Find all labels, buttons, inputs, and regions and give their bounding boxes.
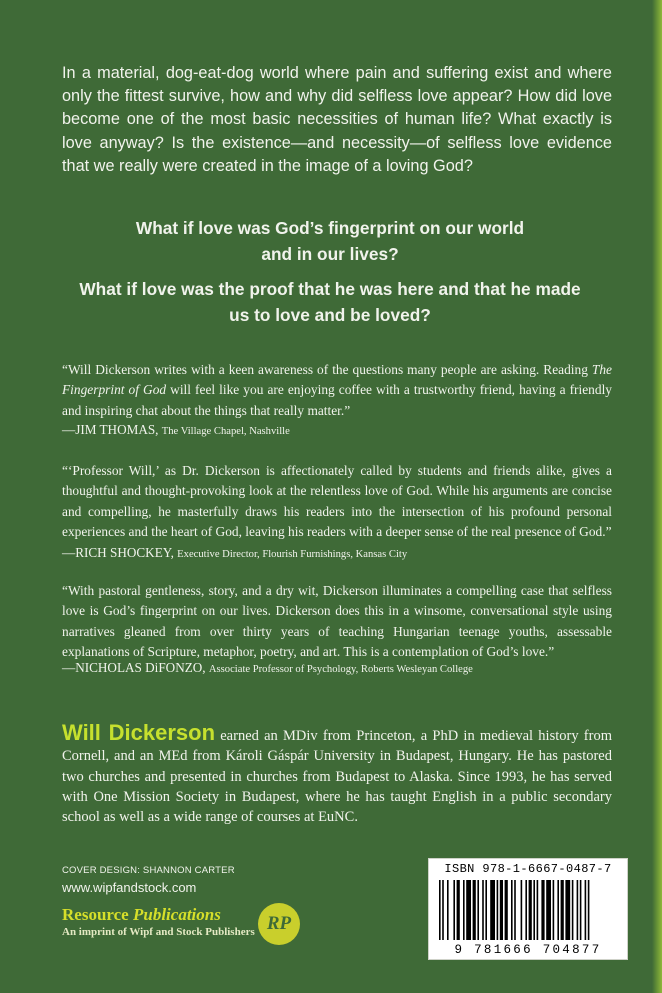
endorsement-quote-1: [62, 360, 612, 421]
publisher-block: [62, 905, 255, 938]
question-two-line-2: us to love and be loved?: [229, 305, 431, 325]
publisher-logo: RP: [258, 903, 300, 945]
endorser-3-affiliation: Associate Professor of Psychology, Roberts Wesleyan College: [208, 664, 473, 675]
question-two: [40, 276, 620, 328]
question-one: [40, 215, 620, 267]
publisher-name-part-2: Publications: [132, 905, 221, 924]
question-one-line-2: and in our lives?: [261, 244, 399, 264]
publisher-name: [62, 905, 255, 925]
endorsement-2-attribution: [62, 545, 622, 561]
barcode-icon: [437, 880, 619, 942]
publisher-imprint-line: An imprint of Wipf and Stock Publishers: [62, 926, 255, 938]
endorsement-1-book-title: The Fingerprint of God: [62, 362, 612, 398]
publisher-url: www.wipfandstock.com: [62, 880, 197, 895]
author-name: Will Dickerson: [62, 720, 216, 745]
barcode-box: [428, 858, 628, 960]
isbn-label: ISBN 978-1-6667-0487-7: [444, 862, 612, 876]
question-one-line-1: What if love was God’s fingerprint on our world: [135, 218, 525, 238]
endorser-1-affiliation: The Village Chapel, Nashville: [161, 426, 290, 437]
endorsement-quote-3: “With pastoral gentleness, story, and a dry wit, Dickerson illuminates a compelling case that selfless love is God’s fingerprint on our lives. Dickerson does this in a winsome, conversational style using narratives gleaned from over thirty years of teaching Hungarian teenage youths, assessable explanations of Scripture, metaphor, poetry, and art. This is a contemplation of God’s love.”: [62, 583, 612, 660]
cover-design-credit: COVER DESIGN: SHANNON CARTER: [62, 865, 235, 876]
endorser-3-name: —NICHOLAS DiFONZO,: [62, 660, 206, 675]
endorsement-1-text-before: “Will Dickerson writes with a keen awareness of the questions many people are asking. Reading: [62, 362, 592, 377]
endorsement-1-text-after: will feel like you are enjoying coffee with a trustworthy friend, having a friendly and inspiring chat about the things that really matter.”: [62, 382, 612, 418]
publisher-name-part-1: Resource: [62, 905, 133, 924]
endorser-2-name: —RICH SHOCKEY,: [62, 545, 174, 560]
cover-edge-decoration: [652, 0, 662, 993]
author-bio-text: earned an MDiv from Princeton, a PhD in medieval history from Cornell, and an MEd from Károli Gáspár University in Budapest, Hungary. He has pastored two churches and presented in churches from Budapest to Alaska. Since 1993, he has served with One Mission Society in Budapest, where he has taught English in a public secondary school as well as a wide range of courses at EuNC.: [62, 728, 612, 826]
question-two-line-1: What if love was the proof that he was here and that he made: [79, 279, 581, 299]
author-bio: [62, 720, 612, 827]
endorsement-quote-2: “‘Professor Will,’ as Dr. Dickerson is affectionately called by students and friends alike, gives a thoughtful and thought-provoking look at the relentless love of God. While his arguments are concise and compelling, he masterfully draws his readers into the intersection of his profound personal experiences and the heart of God, leaving his readers with a deeper sense of the real presence of God.”: [62, 463, 612, 540]
endorsement-3-attribution: [62, 660, 622, 676]
barcode-digits: 9 781666 704877: [454, 943, 602, 957]
endorsement-1-attribution: [62, 422, 622, 438]
endorser-1-name: —JIM THOMAS,: [62, 422, 159, 437]
intro-paragraph: In a material, dog-eat-dog world where pain and suffering exist and where only the fittest survive, how and why did selfless love appear? How did love become one of the most basic necessities of human life? What exactly is love anyway? Is the existence—and necessity—of selfless love evidence that we really were created in the image of a loving God?: [62, 64, 612, 175]
endorser-2-affiliation: Executive Director, Flourish Furnishings, Kansas City: [177, 549, 408, 560]
